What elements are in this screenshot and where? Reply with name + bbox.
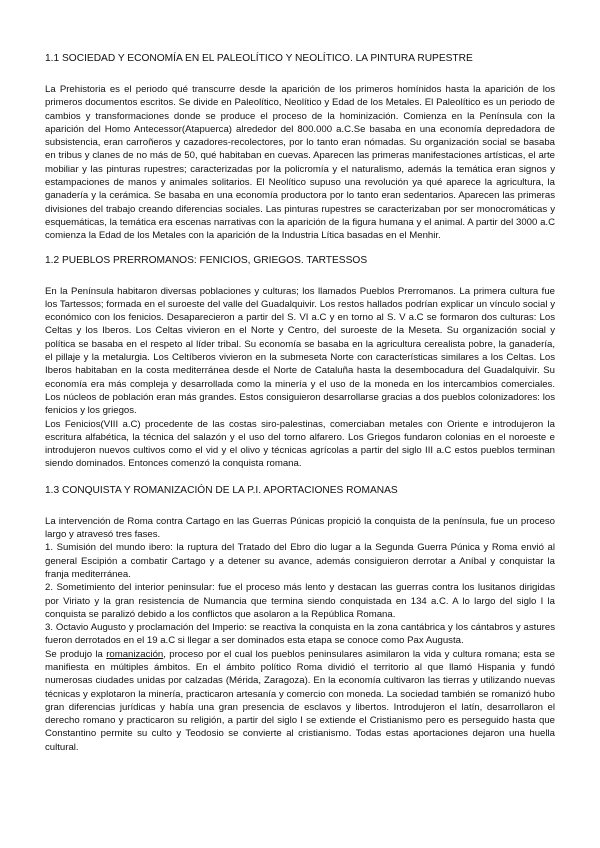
paragraph-romanizacion [45, 648, 555, 754]
text-run: Se produjo la [45, 648, 107, 660]
section-pueblos-prerromanos [45, 255, 555, 471]
paragraph: La Prehistoria es el periodo qué transcurre desde la aparición de los primeros homínidos hasta la aparición de los primeros documentos escritos. Se divide en Paleolítico, Neolítico y Edad de los Metales. El Paleolítico es un periodo de cambios y transformaciones donde se produce el proceso de la hominización. Comienza en la Península con la aparición del Homo Antecessor(Atapuerca) alrededor del 800.000 a.C.Se basaba en una economía depredadora de subsistencia, eran carroñeros y cazadores-recolectores, por lo tanto eran nómadas. Su organización social se basaba en tribus y clanes de no más de 50, qué habitaban en cuevas. Aparecen las primeras manifestaciones artísticas, el arte mobiliar y las pinturas rupestres; caracterizadas por la policromía y el naturalismo, además la temática eran signos y estampaciones de manos y animales solitarios. El Neolítico supuso una revolución ya qué aparece la agricultura, la ganadería y la cerámica. Se basaba en una economía productora por lo tanto eran sedentarios. Aparecen las primeras divisiones del trabajo creando diferencias sociales. Las pinturas rupestres se caracterizaban por ser monocromáticas y esquemáticas, la temática era escenas narrativas con la aparición de la figura humana y el animal. A partir del 3000 a.C comienza la Edad de los Metales con la aparición de la Industria Lítica basadas en el Menhir. [45, 84, 555, 242]
paragraph: Los Fenicios(VIII a.C) procedente de las costas siro-palestinas, comerciaban metales con Oriente e introdujeron la escritura alfabética, la técnica del salazón y el uso del torno alfarero. Los Griegos fundaron colonias en el noroeste e introdujeron nuevos cultivos como el vid y el olivo y técnicas agrícolas a partir del siglo III a.C estos pueblos terminan siendo dominados. Entonces comenzó la conquista romana. [45, 418, 555, 470]
section-heading: 1.2 PUEBLOS PRERROMANOS: FENICIOS, GRIEGOS. TARTESSOS [45, 254, 368, 266]
paragraph: 2. Sometimiento del interior peninsular: fue el proceso más lento y destacan las guerras contra los lusitanos dirigidas por Viriato y la gran resistencia de Numancia que termina siendo conquistada en 134 a.C. A lo largo del siglo I la conquista se paralizó debido a los conflictos que asolaron a la República Romana. [45, 582, 555, 620]
section-heading: 1.1 SOCIEDAD Y ECONOMÍA EN EL PALEOLÍTICO Y NEOLÍTICO. LA PINTURA RUPESTRE [45, 53, 473, 64]
underlined-term: romanización [106, 648, 164, 660]
section-conquista-romanizacion [45, 485, 555, 754]
paragraph: 1. Sumisión del mundo ibero: la ruptura del Tratado del Ebro dio lugar a la Segunda Guerra Púnica y Roma envió al general Escipión a combatir Cartago y a detener su avance, además consiguieron derrotar a Aníbal y conquistar la franja mediterránea. [45, 542, 555, 580]
paragraph: En la Península habitaron diversas poblaciones y culturas; los llamados Pueblos Prerromanos. La primera cultura fue los Tartessos; formada en el suroeste del valle del Guadalquivir. Los restos hallados podrían explicar un vínculo social y económico con los fenicios. Desaparecieron a partir del S. VI a.C y en torno al S. V a.C se formaron dos culturas: Los Celtas y los Iberos. Los Celtas vivieron en el Norte y Centro, del suroeste de la Meseta. Su organización social y política se basaba en el respeto al líder tribal. Su economía se basaba en la agricultura cerealista pobre, la ganadería, el pillaje y la metalurgia. Los Celtíberos vivieron en la submeseta Norte con características similares a los Celtas. Los Iberos habitaban en la costa mediterránea desde el Norte de Cataluña hasta la desembocadura del Guadalquivir. Su economía era más compleja y desarrollada como la minería y el uso de la moneda en los intercambios comerciales. Los núcleos de población eran más grandes. Estos consiguieron desarrollarse gracias a dos pueblos colonizadores: los fenicios y los griegos. [45, 285, 555, 417]
section-paleolitico [45, 53, 555, 243]
paragraph: 3. Octavio Augusto y proclamación del Imperio: se reactiva la conquista en la zona cantábrica y los cántabros y astures fueron derrotados en el 19 a.C si llegar a ser dominados esta etapa se conoce como Pax Augusta. [45, 622, 555, 647]
text-run: , proceso por el cual los pueblos peninsulares asimilaron la vida y cultura romana; esta se manifiesta en múltiples ámbitos. En el ámbito político Roma dividió el territorio al que llamó Hispania y fundó numerosas ciudades unidas por calzadas (Mérida, Zaragoza). En la economía cultivaron las tierras y utilizando nuevas técnicas y explotaron la minería, practicaron artesanía y comercio con moneda. La sociedad también se romanizó hubo gran diferencias jurídicas y había una gran presencia de esclavos y libertos. Introdujeron el latín, desarrollaron el derecho romano y practicaron su religión, a partir del siglo I se extiende el Cristianismo pero es perseguido hasta que Constantino permite su culto y Teodosio se convierte al cristianismo. Todas estas aportaciones dejaron una huella cultural. [45, 648, 555, 753]
paragraph: La intervención de Roma contra Cartago en las Guerras Púnicas propició la conquista de la península, fue un proceso largo y atravesó tres fases. [45, 515, 555, 541]
section-heading: 1.3 CONQUISTA Y ROMANIZACIÓN DE LA P.I. APORTACIONES ROMANAS [45, 484, 398, 496]
